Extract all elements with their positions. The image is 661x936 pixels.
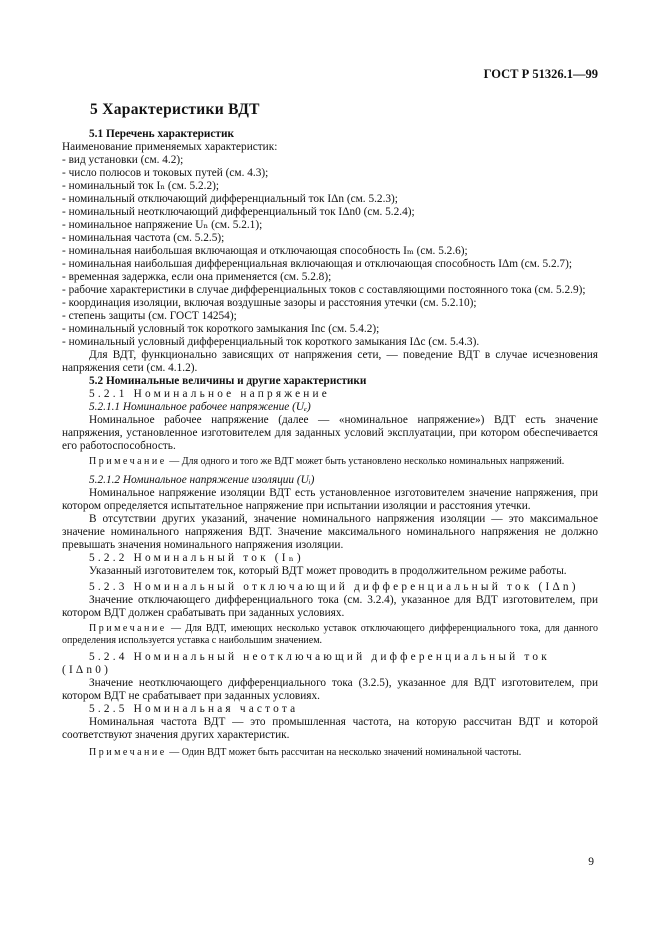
list-item: - рабочие характеристики в случае дифференциальных токов с составляющими постоянного тока (см. 5.2.9); xyxy=(62,284,586,296)
subsection-5-2-title: 5.2 Номинальные величины и другие характеристики xyxy=(89,375,367,387)
page-number: 9 xyxy=(588,856,594,868)
paragraph: В отсутствии других указаний, значение номинального напряжения изоляции — это максимальное значение номинального напряжения ВДТ. Значение максимального номинального напряжения не должно превышать значения номинального напряжения изоляции. xyxy=(62,512,598,551)
note-label: Примечание xyxy=(89,456,167,467)
subsection-5-1-title: 5.1 Перечень характеристик xyxy=(89,128,234,140)
note xyxy=(62,623,598,648)
heading-italic: 5.2.1.2 Номинальное напряжение изоляции (Uᵢ) xyxy=(89,473,315,486)
note-text: — Для одного и того же ВДТ может быть установлено несколько номинальных напряжений. xyxy=(166,456,565,467)
characteristics-list xyxy=(62,154,598,349)
heading-italic: 5.2.1.1 Номинальное рабочее напряжение (Uₑ) xyxy=(89,401,311,413)
paragraph: Указанный изготовителем ток, который ВДТ может проводить в продолжительном режиме работы. xyxy=(89,564,567,577)
subsection-5-2-1-1-title xyxy=(62,401,598,414)
list-item: - номинальный отключающий дифференциальный ток IΔn (см. 5.2.3); xyxy=(62,193,398,205)
list-item: - степень защиты (см. ГОСТ 14254); xyxy=(62,310,237,322)
document-header: ГОСТ Р 51326.1—99 xyxy=(483,67,598,81)
list-item: - номинальный условный дифференциальный ток короткого замыкания IΔc (см. 5.4.3). xyxy=(62,336,480,348)
subsection-5-2-4-title: 5.2.4 Номинальный неотключающий дифференциальный ток (IΔn0) xyxy=(62,650,550,676)
list-item: - номинальная наибольшая дифференциальная включающая и отключающая способность IΔm (см. 5.2.7); xyxy=(62,258,572,270)
subsection-5-2-1-2-title xyxy=(62,474,598,487)
note-text: — Для ВДТ, имеющих несколько уставок отключающего дифференциального тока, для данного определения используется уставка с наибольшим значением. xyxy=(62,622,598,646)
note xyxy=(62,747,598,760)
paragraph: Значение неотключающего дифференциального тока (3.2.5), указанное для ВДТ изготовителем, при котором ВДТ не срабатывает при заданных условиях. xyxy=(62,676,598,702)
paragraph: Номинальное напряжение изоляции ВДТ есть установленное изготовителем значение напряжения, при котором определяется испытательное напряжение при испытании изоляции и расстояния утечки. xyxy=(62,486,598,512)
paragraph: Номинальное рабочее напряжение (далее — «номинальное напряжение») ВДТ есть значение напряжения, установленное изготовителем для заданных условий эксплуатации, при котором обеспечивается его работоспособность. xyxy=(62,414,598,452)
list-item: - временная задержка, если она применяется (см. 5.2.8); xyxy=(62,271,332,283)
list-item: - вид установки (см. 4.2); xyxy=(62,154,184,166)
paragraph: Значение отключающего дифференциального тока (см. 3.2.4), указанное для ВДТ изготовителем, при котором ВДТ должен срабатывать при заданных условиях. xyxy=(62,593,598,619)
list-item: - номинальная наибольшая включающая и отключающая способность Iₘ (см. 5.2.6); xyxy=(62,245,468,257)
paragraph: Для ВДТ, функционально зависящих от напряжения сети, — поведение ВДТ в случае исчезновения напряжения сети (см. 4.1.2). xyxy=(62,349,598,374)
note xyxy=(62,456,598,469)
list-item: - координация изоляции, включая воздушные зазоры и расстояния утечки (см. 5.2.10); xyxy=(62,297,477,309)
note-label: Примечание xyxy=(89,746,167,758)
subsection-5-2-3-title: 5.2.3 Номинальный отключающий дифференциальный ток (IΔn) xyxy=(89,580,579,593)
list-intro: Наименование применяемых характеристик: xyxy=(62,141,278,153)
list-item: - номинальный ток Iₙ (см. 5.2.2); xyxy=(62,180,220,192)
list-item: - номинальное напряжение Uₙ (см. 5.2.1); xyxy=(62,219,263,231)
subsection-5-2-2-title: 5.2.2 Номинальный ток (Iₙ) xyxy=(89,551,304,564)
document-body xyxy=(62,128,598,759)
list-item: - номинальный неотключающий дифференциальный ток IΔn0 (см. 5.2.4); xyxy=(62,206,415,218)
note-text: — Один ВДТ может быть рассчитан на несколько значений номинальной частоты. xyxy=(166,746,522,758)
list-item: - номинальная частота (см. 5.2.5); xyxy=(62,232,225,244)
section-title: 5 Характеристики ВДТ xyxy=(90,101,260,118)
list-item: - номинальный условный ток короткого замыкания Inc (см. 5.4.2); xyxy=(62,323,380,335)
note-label: Примечание xyxy=(89,622,167,634)
subsection-5-2-1-title: 5.2.1 Номинальное напряжение xyxy=(89,388,330,400)
list-item: - число полюсов и токовых путей (см. 4.3); xyxy=(62,167,269,179)
paragraph: Номинальная частота ВДТ — это промышленная частота, на которую рассчитан ВДТ и которой соответствуют значения других характеристик. xyxy=(62,715,598,741)
subsection-5-2-5-title: 5.2.5 Номинальная частота xyxy=(89,702,299,715)
